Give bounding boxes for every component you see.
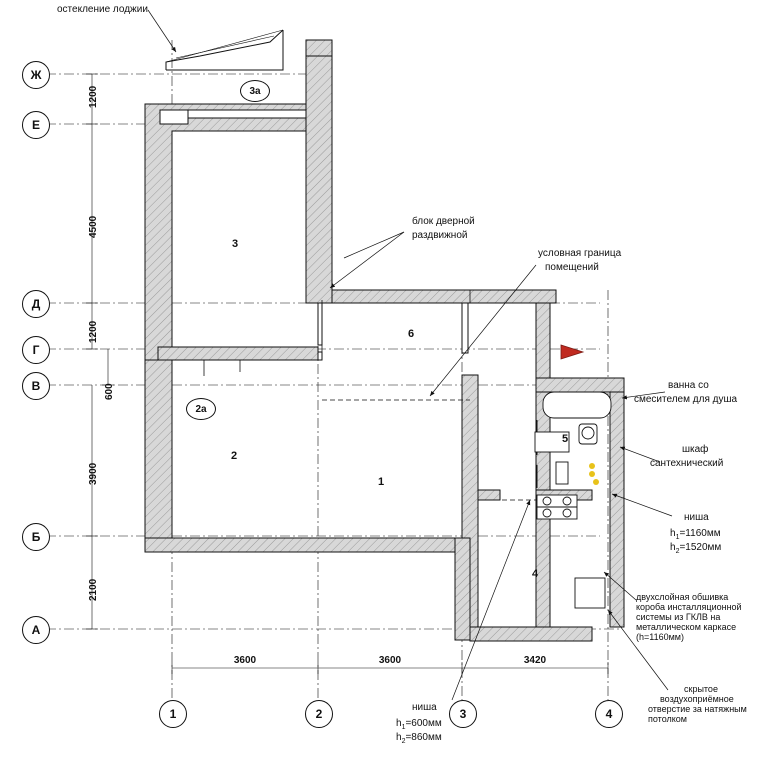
annotation-sanitary-cabinet-line2: сантехнический bbox=[650, 458, 724, 469]
axis-number-4: 4 bbox=[595, 700, 623, 728]
bathtub-icon bbox=[543, 392, 611, 418]
axis-number-2: 2 bbox=[305, 700, 333, 728]
annotation-bath-mixer-line1: ванна со bbox=[668, 380, 709, 391]
partition-walls bbox=[318, 303, 468, 360]
annotation-conditional-border-line2: помещений bbox=[545, 262, 599, 273]
dim-vertical-4500: 4500 bbox=[88, 215, 99, 238]
axis-lines bbox=[46, 40, 620, 700]
annotation-sheathing-line4: металлическом каркасе bbox=[636, 622, 737, 632]
annotation-air-intake-line2: воздухоприёмное bbox=[660, 694, 734, 704]
annotation-door-block-line2: раздвижной bbox=[412, 230, 468, 241]
axis-letter-b: Б bbox=[22, 523, 50, 551]
annotation-bath-mixer-line2: смесителем для душа bbox=[634, 394, 738, 405]
room-tag-2a: 2а bbox=[186, 398, 216, 420]
annotation-niche-bottom-h2: $h_2=860мм$ bbox=[396, 732, 442, 745]
annotation-air-intake-line1: скрытое bbox=[684, 684, 718, 694]
room-number-3: 3 bbox=[232, 238, 239, 250]
dim-horizontal-3600a: 3600 bbox=[233, 655, 257, 666]
dim-vertical-3900: 3900 bbox=[88, 462, 99, 485]
dim-vertical-1200a: 1200 bbox=[88, 85, 99, 108]
dim-vertical-600: 600 bbox=[104, 383, 115, 400]
box-icon bbox=[575, 578, 605, 608]
dim-horizontal-3420: 3420 bbox=[523, 655, 547, 666]
axis-letter-zh: Ж bbox=[22, 61, 50, 89]
annotation-sheathing-line3: системы из ГКЛВ на bbox=[636, 612, 721, 622]
annotation-niche-bottom-title: ниша bbox=[412, 702, 437, 713]
annotation-air-intake-line3: отверстие за натяжным bbox=[648, 704, 747, 714]
annotation-conditional-border-line1: условная граница bbox=[538, 248, 622, 259]
axis-letter-e: Е bbox=[22, 111, 50, 139]
dim-vertical-1200b: 1200 bbox=[88, 320, 99, 343]
dim-vertical-2100: 2100 bbox=[88, 578, 99, 601]
room-number-6: 6 bbox=[408, 328, 415, 340]
axis-letter-g: Г bbox=[22, 336, 50, 364]
annotation-air-intake-line4: потолком bbox=[648, 714, 687, 724]
loggia-outline bbox=[166, 30, 283, 70]
room-number-2: 2 bbox=[231, 450, 238, 462]
axis-number-3: 3 bbox=[449, 700, 477, 728]
annotation-sheathing-line2: короба инсталляционной bbox=[636, 602, 742, 612]
axis-number-1: 1 bbox=[159, 700, 187, 728]
annotation-niche-bottom-h1: $h_1=600мм$ bbox=[396, 718, 442, 731]
dashed-room-boundaries bbox=[322, 400, 536, 500]
room-number-1: 1 bbox=[378, 476, 385, 488]
riser-icon bbox=[556, 462, 568, 484]
room-number-5: 5 bbox=[562, 433, 569, 445]
annotation-niche-right-title: ниша bbox=[684, 512, 709, 523]
annotation-sheathing-line1: двухслойная обшивка bbox=[636, 592, 729, 602]
annotation-door-block-line1: блок дверной bbox=[412, 216, 475, 227]
door-swings bbox=[204, 290, 537, 488]
room-number-4: 4 bbox=[532, 568, 539, 580]
axis-letter-a: А bbox=[22, 616, 50, 644]
axis-letter-v: В bbox=[22, 372, 50, 400]
annotation-niche-right-h1: $h_1=1160мм$ bbox=[670, 528, 721, 541]
annotation-niche-right-h2: $h_2=1520мм$ bbox=[670, 542, 722, 555]
room-tag-3a: 3а bbox=[240, 80, 270, 102]
axis-letter-d: Д bbox=[22, 290, 50, 318]
dim-horizontal-3600b: 3600 bbox=[378, 655, 402, 666]
annotation-sanitary-cabinet-line1: шкаф bbox=[682, 444, 709, 455]
red-arrow-marker bbox=[561, 345, 583, 359]
annotation-sheathing-line5: (h=1160мм) bbox=[636, 632, 684, 642]
annotation-loggia-glazing: остекление лоджии bbox=[57, 4, 148, 15]
walls bbox=[145, 40, 624, 641]
